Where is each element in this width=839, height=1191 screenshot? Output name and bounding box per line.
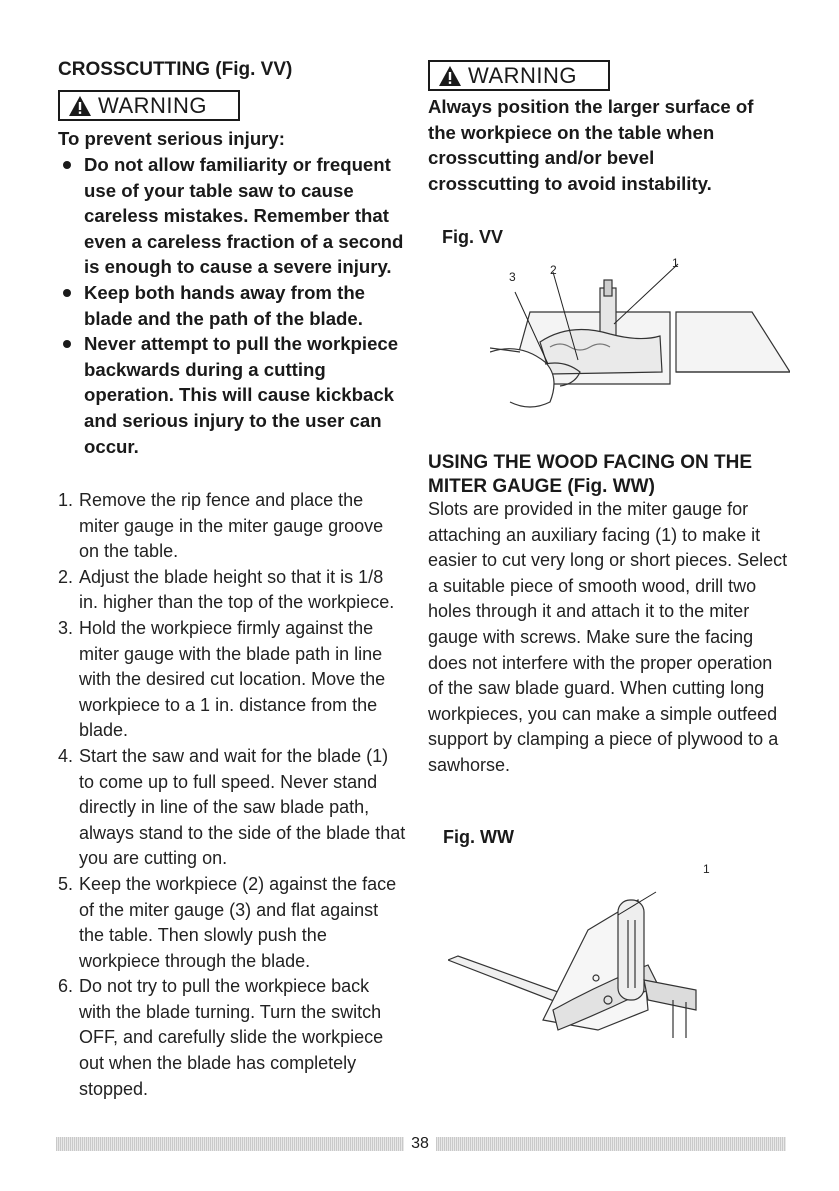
step-item: 4. Start the saw and wait for the blade (1) to come up to full speed. Never stand directly in line of the saw blade path, always stand to the side of the blade that you are cutting on. bbox=[58, 745, 406, 869]
figure-vv-callout-2: 2 bbox=[550, 263, 557, 277]
warning-box-right bbox=[428, 60, 610, 91]
warning-label: WARNING bbox=[98, 92, 208, 118]
footer-bar-left bbox=[56, 1137, 404, 1151]
figure-vv-illustration bbox=[490, 252, 790, 412]
figure-ww-callout-1: 1 bbox=[703, 862, 710, 876]
step-item: 6. Do not try to pull the workpiece back with the blade turning. Turn the switch OFF, and carefully slide the workpiece out when the blade has completely stopped. bbox=[58, 976, 384, 1099]
section-heading-wood-facing: USING THE WOOD FACING ON THE MITER GAUGE (Fig. WW) bbox=[428, 452, 753, 497]
figure-vv-callout-1: 1 bbox=[672, 256, 679, 270]
warning-bullet-list bbox=[58, 152, 408, 459]
warning-triangle-icon bbox=[68, 95, 92, 117]
warning-text-right: Always position the larger surface of the workpiece on the table when crosscutting and/or bevel crosscutting to avoid instability. bbox=[428, 96, 754, 194]
warning-intro: To prevent serious injury: bbox=[58, 128, 285, 149]
footer-bar-right bbox=[436, 1137, 786, 1151]
step-item: 2. Adjust the blade height so that it is 1/8 in. higher than the top of the workpiece. bbox=[58, 566, 395, 613]
figure-vv-callout-3: 3 bbox=[509, 270, 516, 284]
step-item: 5. Keep the workpiece (2) against the face of the miter gauge (3) and flat against the table. Then slowly push the workpiece through the blade. bbox=[58, 873, 397, 971]
figure-label-vv: Fig. VV bbox=[442, 227, 504, 247]
figure-label-ww: Fig. WW bbox=[443, 827, 514, 847]
warning-bullet: Never attempt to pull the workpiece backwards during a cutting operation. This will cause kickback and serious injury to the user can occur. bbox=[58, 331, 408, 459]
step-item: 3. Hold the workpiece firmly against the miter gauge with the blade path in line with the desired cut location. Move the workpiece to a 1 in. distance from the blade. bbox=[58, 617, 386, 741]
wood-facing-paragraph: Slots are provided in the miter gauge for attaching an auxiliary facing (1) to make it easier to cut very long or short pieces. Select a suitable piece of smooth wood, drill two holes through it and attach it to the miter gauge with screws. Make sure the facing does not interfere with the proper operation of the saw blade guard. When cutting long workpieces, you can make a simple outfeed support by clamping a piece of plywood to a sawhorse. bbox=[428, 499, 788, 775]
warning-box bbox=[58, 90, 240, 121]
section-heading-crosscutting: CROSSCUTTING (Fig. VV) bbox=[58, 59, 293, 80]
warning-triangle-icon bbox=[438, 65, 462, 87]
page-number: 38 bbox=[411, 1135, 429, 1152]
crosscutting-steps bbox=[58, 488, 406, 1102]
warning-bullet: Do not allow familiarity or frequent use of your table saw to cause careless mistakes. Remember that even a careless fraction of a second is enough to cause a severe injury. bbox=[58, 152, 408, 280]
warning-label: WARNING bbox=[468, 62, 578, 88]
figure-ww-illustration bbox=[448, 860, 698, 1040]
warning-bullet: Keep both hands away from the blade and the path of the blade. bbox=[58, 280, 408, 331]
step-item: 1. Remove the rip fence and place the miter gauge in the miter gauge groove on the table. bbox=[58, 490, 384, 562]
